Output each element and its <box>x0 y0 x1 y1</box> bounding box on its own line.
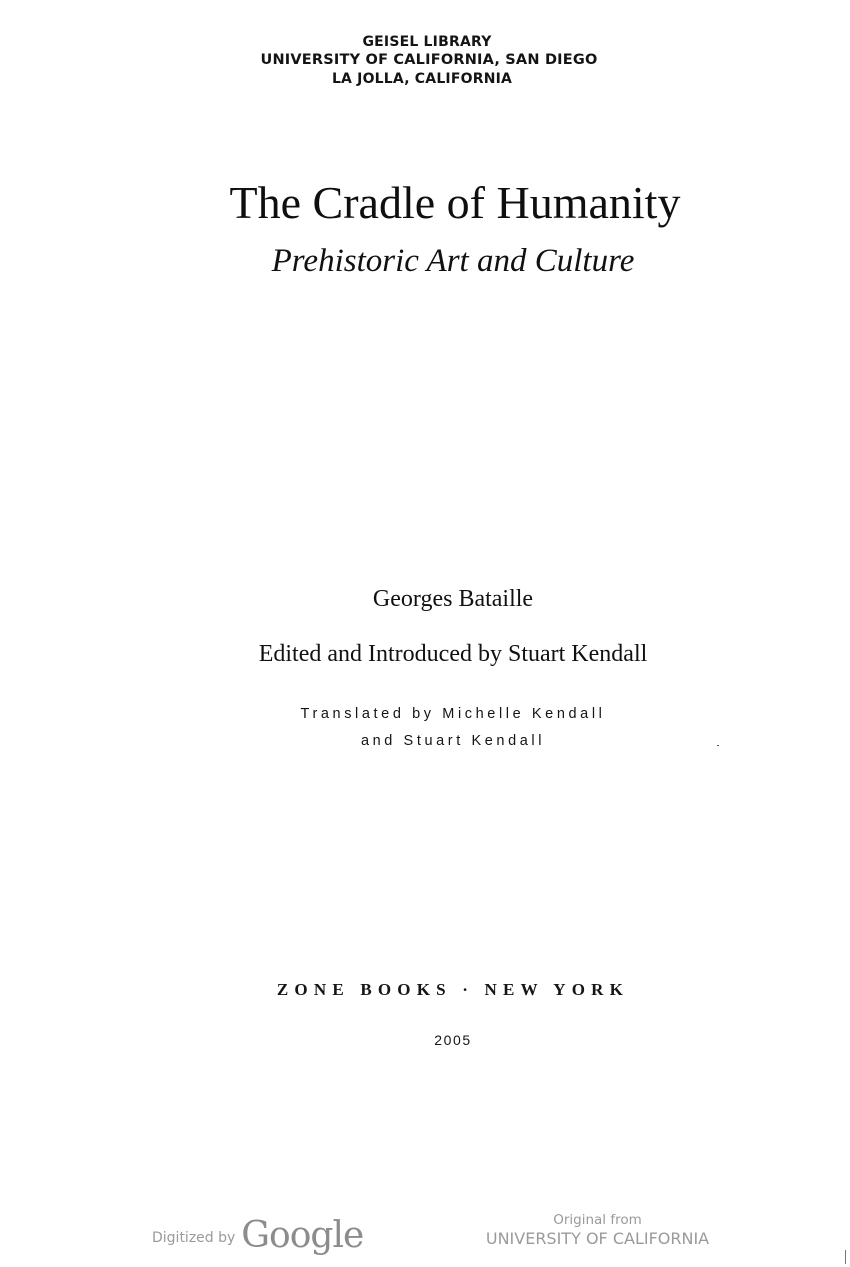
google-logo: Google <box>241 1215 364 1256</box>
page-edge-mark <box>845 1250 846 1264</box>
library-stamp-line1: GEISEL LIBRARY <box>362 34 492 50</box>
scan-speck <box>717 745 719 746</box>
author-name: Georges Bataille <box>372 586 534 612</box>
book-subtitle: Prehistoric Art and Culture <box>271 243 635 279</box>
book-title: The Cradle of Humanity <box>229 177 681 228</box>
publication-year: 2005 <box>434 1032 472 1048</box>
publisher-imprint: ZONE BOOKS · NEW YORK <box>276 980 630 999</box>
digitized-label: Digitized by <box>152 1230 236 1246</box>
digitized-by-watermark <box>152 1208 363 1258</box>
library-stamp-line3: LA JOLLA, CALIFORNIA <box>331 71 513 87</box>
editor-credit: Edited and Introduced by Stuart Kendall <box>258 641 648 667</box>
translator-credit-line2: and Stuart Kendall <box>360 733 546 749</box>
institution-name: UNIVERSITY OF CALIFORNIA <box>485 1229 710 1248</box>
translator-credit-line1: Translated by Michelle Kendall <box>300 706 606 722</box>
library-stamp-line2: UNIVERSITY OF CALIFORNIA, SAN DIEGO <box>260 52 598 68</box>
original-from-label: Original from <box>553 1212 642 1228</box>
original-from-watermark <box>470 1212 725 1248</box>
